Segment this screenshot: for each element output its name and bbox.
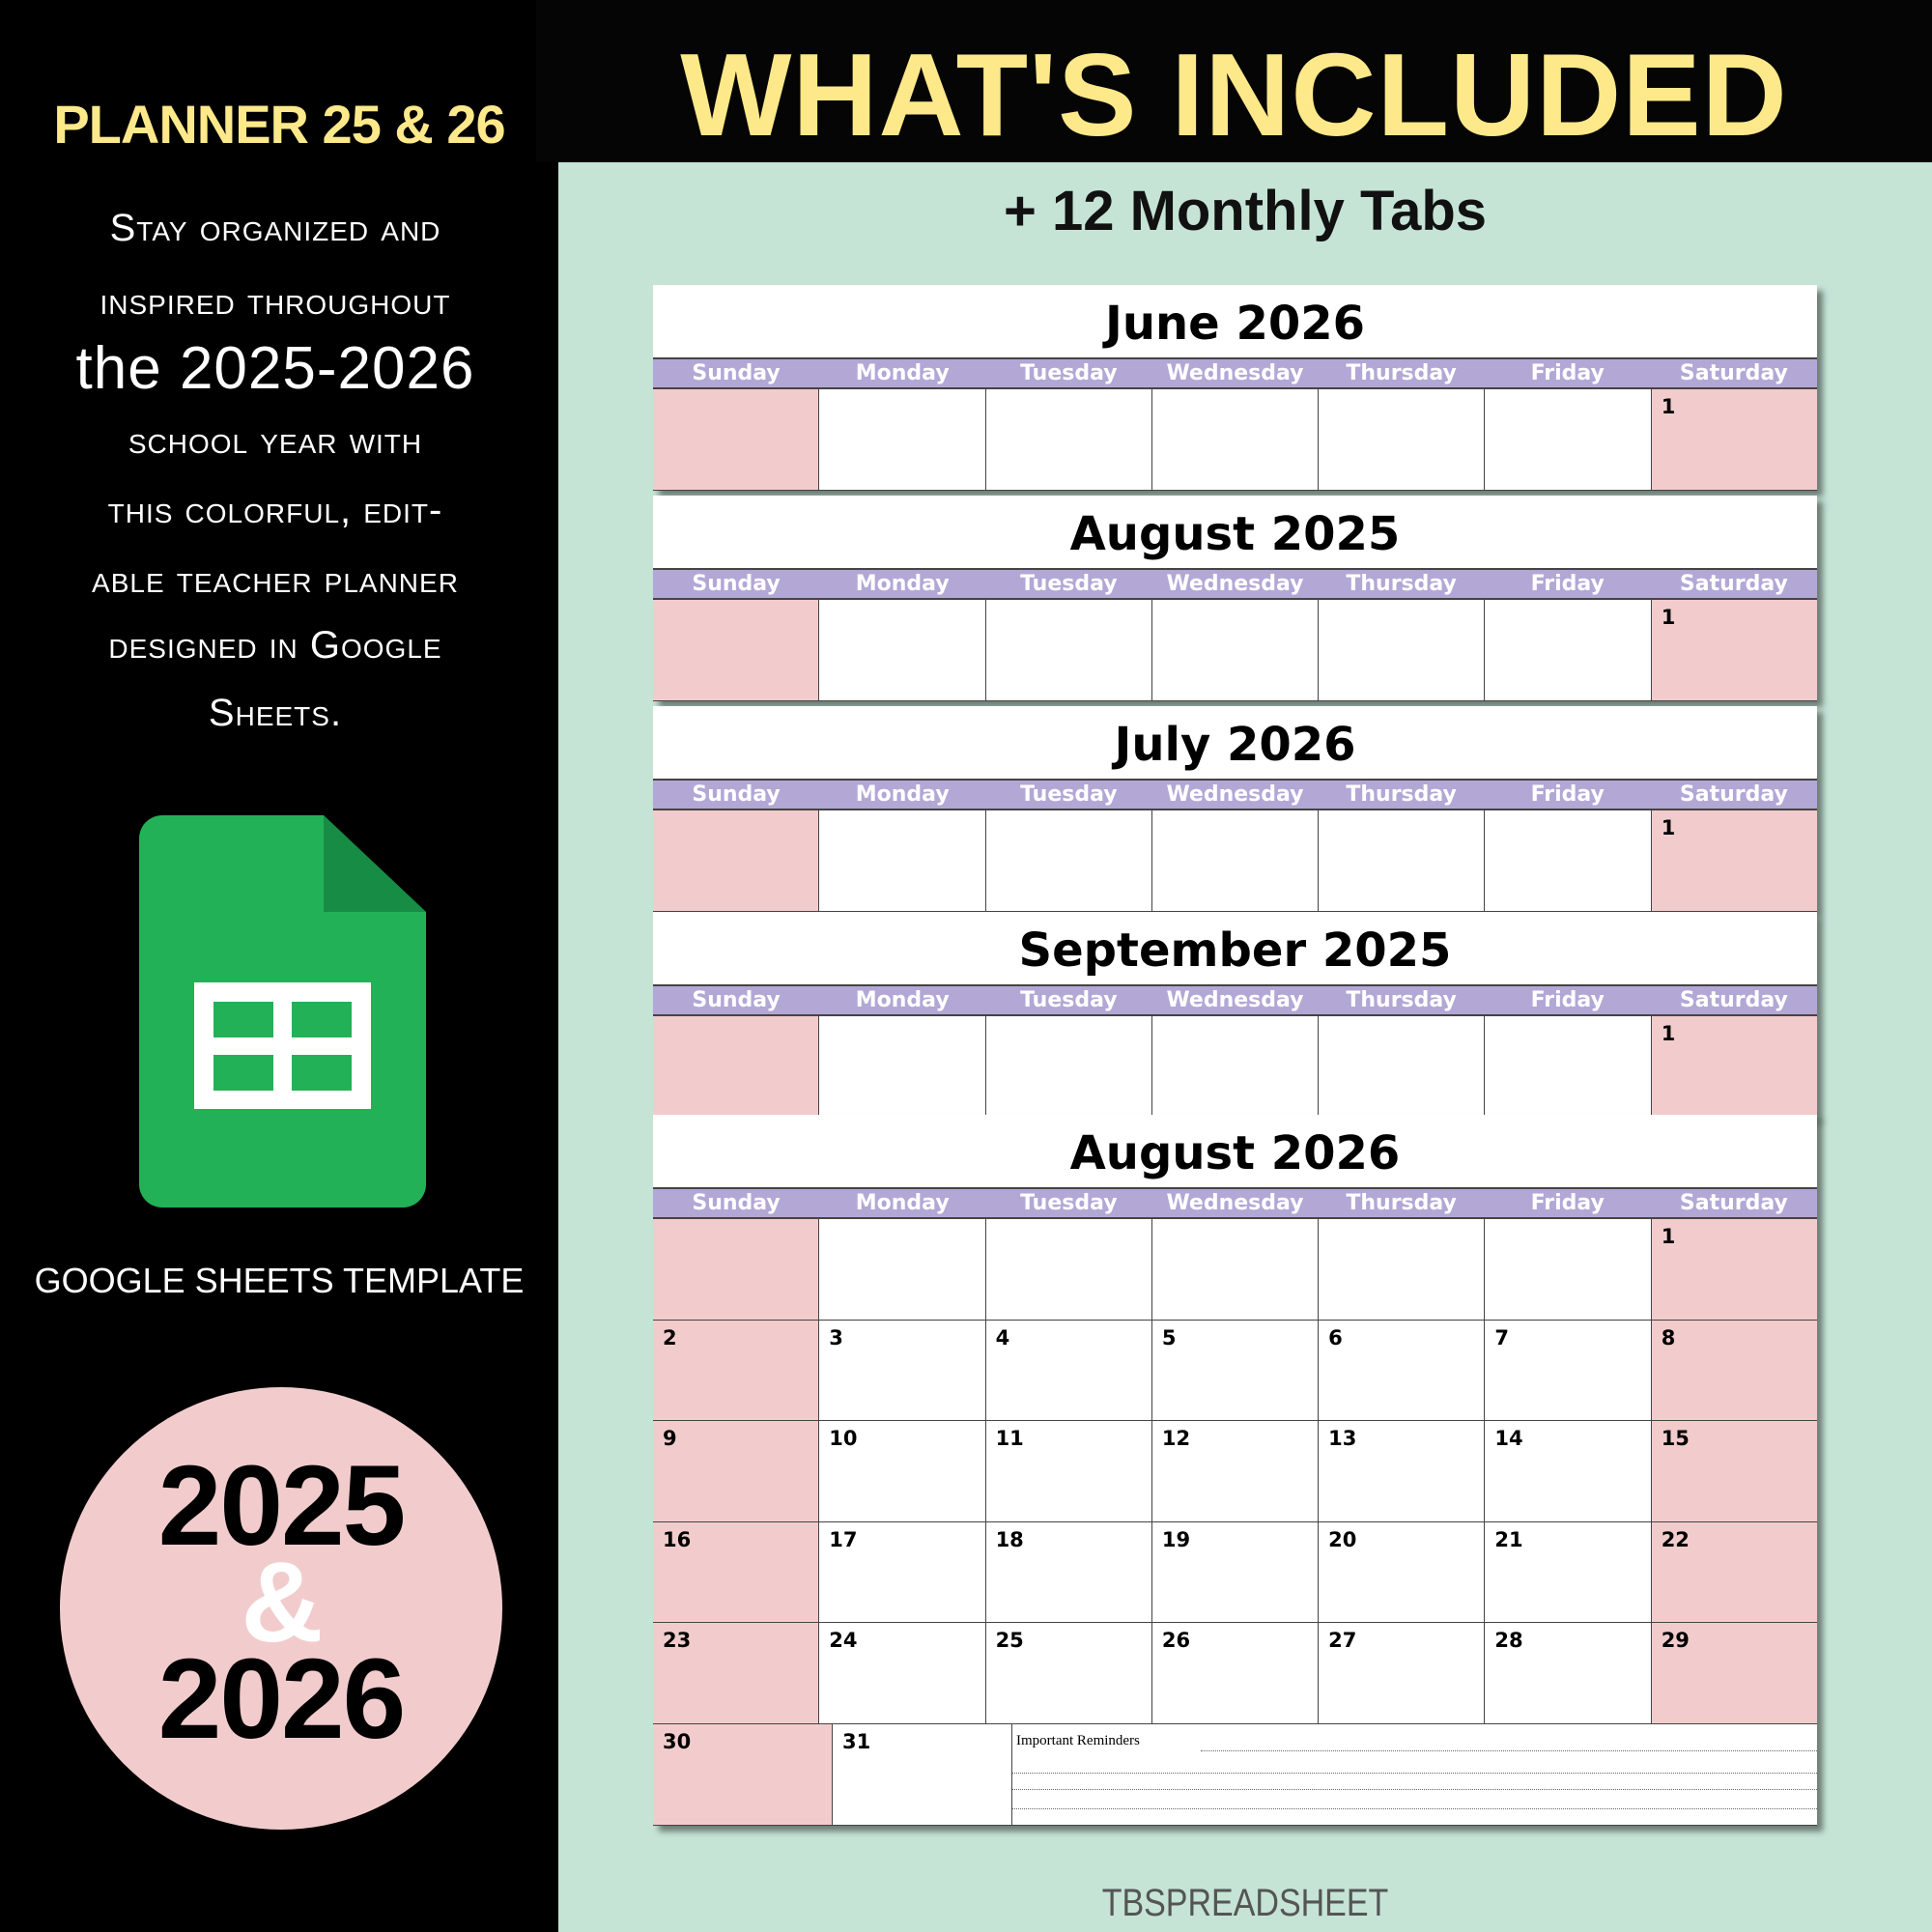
day-cell[interactable] <box>986 1219 1152 1320</box>
day-cell[interactable] <box>1152 1016 1319 1117</box>
day-cell[interactable] <box>1319 1219 1485 1320</box>
brand-title: PLANNER 25 & 26 <box>53 94 505 155</box>
month-calendar <box>653 706 1817 912</box>
badge-year-2026: 2026 <box>157 1635 405 1763</box>
weekday-label: Monday <box>855 988 950 1012</box>
day-cell[interactable]: 13 <box>1319 1421 1485 1521</box>
week-row <box>653 1623 1817 1724</box>
weekday-label: Monday <box>855 572 950 596</box>
month-title: July 2026 <box>1114 718 1356 772</box>
weekday-label: Tuesday <box>1020 1191 1118 1215</box>
weekday-label: Friday <box>1530 1191 1605 1215</box>
weekday-label: Thursday <box>1346 988 1457 1012</box>
day-cell[interactable] <box>1485 1219 1651 1320</box>
day-cell[interactable]: 28 <box>1485 1623 1651 1723</box>
day-cell[interactable] <box>819 389 985 490</box>
day-cell[interactable]: 20 <box>1319 1522 1485 1623</box>
page-subtitle: + 12 Monthly Tabs <box>1003 180 1488 242</box>
day-cell[interactable]: 2 <box>653 1321 819 1421</box>
weekday-label: Thursday <box>1346 361 1457 385</box>
day-cell[interactable]: 27 <box>1319 1623 1485 1723</box>
day-cell[interactable]: 1 <box>1652 1016 1817 1117</box>
reminders-label: Important Reminders <box>1016 1732 1140 1748</box>
week-row <box>653 600 1817 701</box>
day-cell[interactable] <box>819 1219 985 1320</box>
weekday-label: Sunday <box>692 1191 781 1215</box>
day-cell[interactable]: 24 <box>819 1623 985 1723</box>
month-calendar <box>653 496 1817 701</box>
day-cell[interactable] <box>1485 810 1651 911</box>
week-row <box>653 1724 1817 1826</box>
day-cell[interactable]: 18 <box>986 1522 1152 1623</box>
day-cell[interactable] <box>653 810 819 911</box>
day-cell[interactable]: 25 <box>986 1623 1152 1723</box>
weekday-label: Thursday <box>1346 572 1457 596</box>
day-cell[interactable]: 11 <box>986 1421 1152 1521</box>
reminder-line[interactable] <box>1012 1808 1817 1809</box>
description-line: able teacher planner <box>92 558 459 601</box>
weekday-label: Wednesday <box>1166 1191 1304 1215</box>
week-row <box>653 1522 1817 1624</box>
day-cell[interactable] <box>986 1016 1152 1117</box>
day-cell[interactable]: 1 <box>1652 1219 1817 1320</box>
weekday-label: Saturday <box>1679 1191 1788 1215</box>
weekday-label: Saturday <box>1679 361 1788 385</box>
weekday-label: Friday <box>1530 361 1605 385</box>
week-row <box>653 1016 1817 1118</box>
weekday-label: Sunday <box>692 988 781 1012</box>
weekday-label: Saturday <box>1679 572 1788 596</box>
day-cell[interactable]: 5 <box>1152 1321 1319 1421</box>
template-label: GOOGLE SHEETS TEMPLATE <box>34 1261 525 1300</box>
reminder-line[interactable] <box>1012 1789 1817 1790</box>
weekday-label: Wednesday <box>1166 361 1304 385</box>
day-cell[interactable]: 6 <box>1319 1321 1485 1421</box>
day-cell[interactable]: 19 <box>1152 1522 1319 1623</box>
weekday-label: Friday <box>1530 572 1605 596</box>
day-cell[interactable] <box>1485 1016 1651 1117</box>
weekday-header <box>653 984 1817 1016</box>
day-cell[interactable] <box>653 389 819 490</box>
day-cell[interactable]: 7 <box>1485 1321 1651 1421</box>
weekday-label: Sunday <box>692 572 781 596</box>
day-cell[interactable]: 12 <box>1152 1421 1319 1521</box>
weekday-label: Monday <box>855 361 950 385</box>
day-cell[interactable]: 10 <box>819 1421 985 1521</box>
day-cell[interactable] <box>653 1016 819 1117</box>
footer-brand: TBSPREADSHEET <box>1101 1882 1389 1924</box>
description-line: this colorful, edit- <box>107 489 443 531</box>
weekday-label: Saturday <box>1679 782 1788 807</box>
day-cell[interactable]: 15 <box>1652 1421 1817 1521</box>
weekday-label: Tuesday <box>1020 361 1118 385</box>
week-row <box>653 810 1817 912</box>
reminder-line[interactable] <box>1201 1750 1817 1751</box>
weekday-label: Monday <box>855 1191 950 1215</box>
weekday-label: Tuesday <box>1020 988 1118 1012</box>
day-cell[interactable] <box>1485 389 1651 490</box>
day-cell[interactable] <box>986 600 1152 700</box>
weekday-label: Sunday <box>692 782 781 807</box>
weekday-label: Friday <box>1530 782 1605 807</box>
week-row <box>653 1321 1817 1422</box>
day-cell[interactable]: 22 <box>1652 1522 1817 1623</box>
weekday-label: Thursday <box>1346 782 1457 807</box>
day-cell[interactable] <box>653 1219 819 1320</box>
google-sheets-icon <box>139 815 426 1208</box>
description-line: designed in Google <box>108 624 442 667</box>
day-cell[interactable] <box>819 810 985 911</box>
month-calendar <box>653 1115 1817 1826</box>
day-cell[interactable] <box>1319 810 1485 911</box>
day-cell[interactable]: 4 <box>986 1321 1152 1421</box>
day-cell[interactable] <box>653 600 819 700</box>
day-cell[interactable]: 1 <box>1652 389 1817 490</box>
weekday-label: Tuesday <box>1020 782 1118 807</box>
day-cell[interactable]: 14 <box>1485 1421 1651 1521</box>
day-cell[interactable]: 3 <box>819 1321 985 1421</box>
day-cell[interactable] <box>1152 389 1319 490</box>
day-cell[interactable]: 30 <box>653 1724 833 1825</box>
day-cell[interactable]: 26 <box>1152 1623 1319 1723</box>
day-cell[interactable] <box>1319 389 1485 490</box>
month-title: August 2026 <box>1069 1126 1401 1180</box>
day-cell[interactable] <box>1152 1219 1319 1320</box>
week-row <box>653 1219 1817 1321</box>
day-cell[interactable] <box>1319 1016 1485 1117</box>
day-cell[interactable]: 17 <box>819 1522 985 1623</box>
description-line: school year with <box>128 419 423 462</box>
day-cell[interactable]: 9 <box>653 1421 819 1521</box>
weekday-label: Saturday <box>1679 988 1788 1012</box>
badge-ampersand: & <box>241 1539 322 1666</box>
day-cell[interactable]: 31 <box>833 1724 1012 1825</box>
weekday-label: Friday <box>1530 988 1605 1012</box>
week-row <box>653 389 1817 491</box>
day-cell[interactable] <box>986 389 1152 490</box>
year-badge <box>60 1387 502 1830</box>
weekday-label: Wednesday <box>1166 988 1304 1012</box>
day-cell[interactable]: 29 <box>1652 1623 1817 1723</box>
month-calendar <box>653 285 1817 491</box>
weekday-label: Thursday <box>1346 1191 1457 1215</box>
weekday-header <box>653 568 1817 600</box>
important-reminders[interactable] <box>1012 1724 1817 1825</box>
page-title: WHAT'S INCLUDED <box>680 29 1788 160</box>
weekday-label: Wednesday <box>1166 782 1304 807</box>
weekday-label: Sunday <box>692 361 781 385</box>
day-cell[interactable]: 1 <box>1652 600 1817 700</box>
weekday-label: Tuesday <box>1020 572 1118 596</box>
day-cell[interactable]: 21 <box>1485 1522 1651 1623</box>
description-line: Sheets. <box>208 692 343 734</box>
day-cell[interactable] <box>1485 600 1651 700</box>
badge-year-2025: 2025 <box>157 1442 405 1570</box>
month-title: August 2025 <box>1069 507 1401 561</box>
description-line: Stay organized and <box>109 207 441 249</box>
day-cell[interactable]: 1 <box>1652 810 1817 911</box>
weekday-header <box>653 1187 1817 1219</box>
day-cell[interactable] <box>1152 810 1319 911</box>
day-cell[interactable] <box>1319 600 1485 700</box>
weekday-header <box>653 779 1817 810</box>
description-line: the 2025-2026 <box>75 335 475 402</box>
month-calendar <box>653 912 1817 1118</box>
week-row <box>653 1421 1817 1522</box>
day-cell[interactable] <box>986 810 1152 911</box>
day-cell[interactable]: 8 <box>1652 1321 1817 1421</box>
reminder-line[interactable] <box>1012 1773 1817 1774</box>
month-title: June 2026 <box>1104 297 1366 351</box>
month-title: September 2025 <box>1018 923 1452 978</box>
day-cell[interactable]: 23 <box>653 1623 819 1723</box>
weekday-label: Wednesday <box>1166 572 1304 596</box>
description-line: inspired throughout <box>99 280 451 323</box>
day-cell[interactable] <box>1152 600 1319 700</box>
day-cell[interactable]: 16 <box>653 1522 819 1623</box>
day-cell[interactable] <box>819 1016 985 1117</box>
day-cell[interactable] <box>819 600 985 700</box>
weekday-label: Monday <box>855 782 950 807</box>
weekday-header <box>653 357 1817 389</box>
